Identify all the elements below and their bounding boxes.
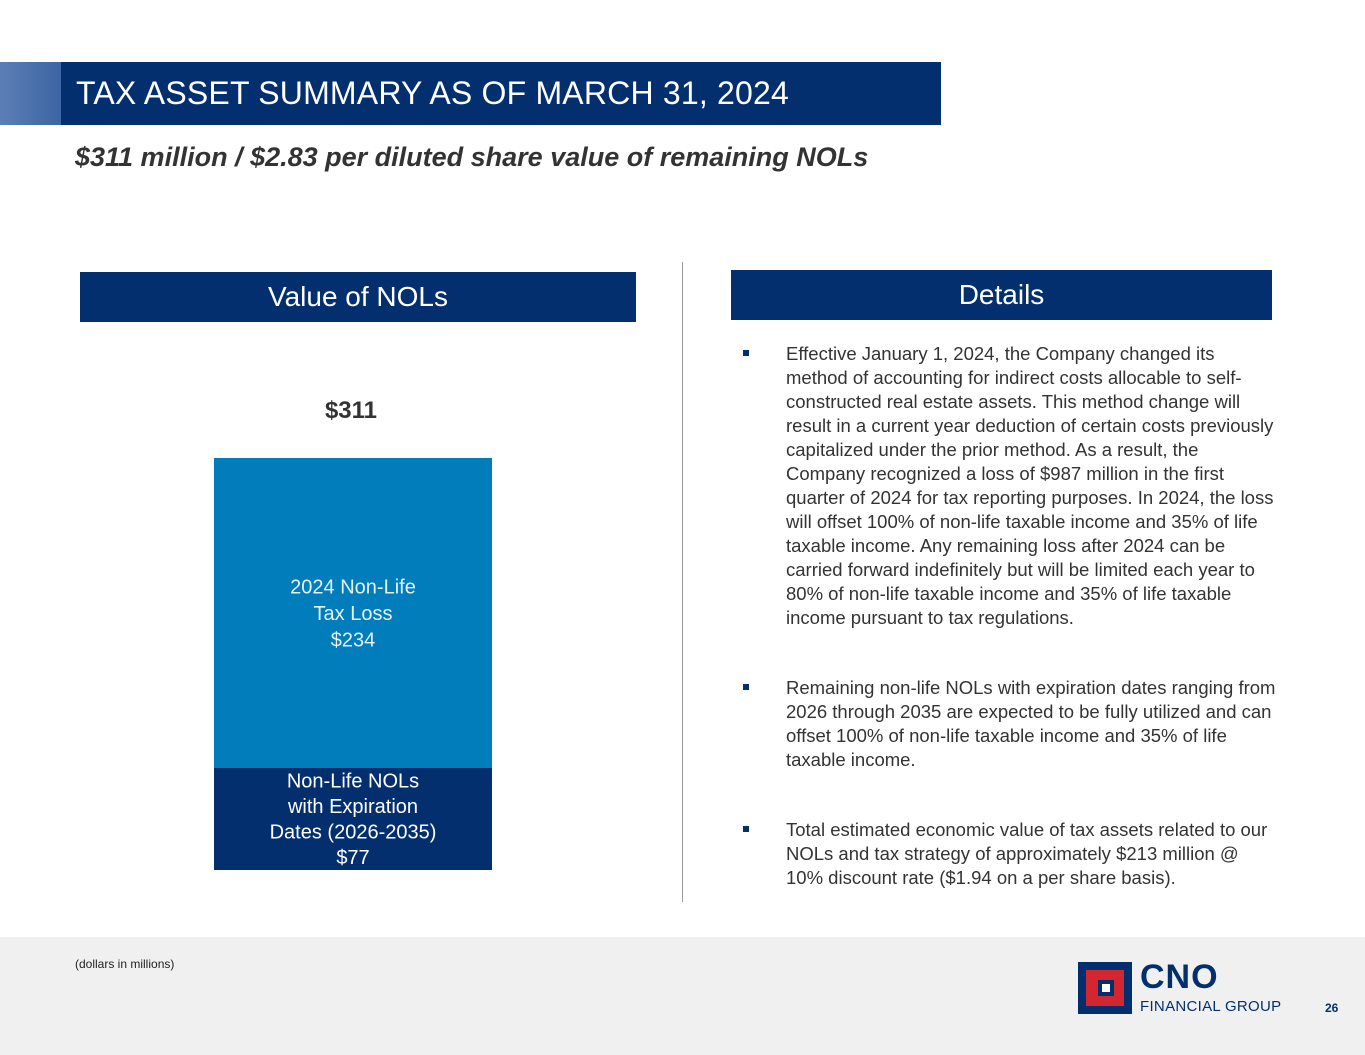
footnote: (dollars in millions) bbox=[75, 957, 175, 971]
details-bullet-text: Remaining non-life NOLs with expiration dates ranging from 2026 through 2035 are expected to be fully utilized and can offset 100% of non-life taxable income and 35% of life taxable income. bbox=[786, 677, 1276, 770]
bullet-icon bbox=[743, 350, 749, 356]
top-strip bbox=[0, 0, 1365, 52]
nol-stacked-bar-chart bbox=[80, 380, 640, 880]
logo-subtext: FINANCIAL GROUP bbox=[1140, 998, 1282, 1015]
details-heading: Details bbox=[731, 270, 1272, 320]
title-accent bbox=[0, 62, 61, 125]
details-bullet-text: Total estimated economic value of tax assets related to our NOLs and tax strategy of approximately $213 million @ 10% discount rate ($1.94 on a per share basis). bbox=[786, 819, 1268, 888]
bullet-icon bbox=[743, 826, 749, 832]
bullet-icon bbox=[743, 684, 749, 690]
bar-data-label: Non-Life NOLs with Expiration Dates (2026-2035) $77 bbox=[269, 770, 437, 870]
cno-logo-mark-icon bbox=[1078, 962, 1132, 1014]
details-bullet bbox=[740, 676, 1280, 772]
details-list bbox=[740, 342, 1280, 890]
bar-data-label: 2024 Non-Life Tax Loss $234 bbox=[290, 576, 416, 652]
logo-wordmark: CNO bbox=[1140, 958, 1219, 996]
details-bullet-text: Effective January 1, 2024, the Company changed its method of accounting for indirect costs allocable to self-constructed real estate assets. This method change will result in a current year deduction of certain costs previously capitalized under the prior method. As a result, the Company recognized a loss of $987 million in the first quarter of 2024 for tax reporting purposes. In 2024, the loss will offset 100% of non-life taxable income and 35% of life taxable income. Any remaining loss after 2024 can be carried forward indefinitely but will be limited each year to 80% of non-life taxable income and 35% of life taxable income pursuant to tax regulations. bbox=[786, 343, 1274, 628]
cno-logo bbox=[1078, 958, 1298, 1018]
value-of-nols-heading: Value of NOLs bbox=[80, 272, 636, 322]
details-bullet bbox=[740, 342, 1280, 630]
page-number: 26 bbox=[1325, 1001, 1339, 1015]
column-divider bbox=[682, 262, 683, 902]
details-bullet bbox=[740, 818, 1280, 890]
total-label: $311 bbox=[324, 397, 378, 424]
page-title: TAX ASSET SUMMARY AS OF MARCH 31, 2024 bbox=[61, 62, 941, 125]
page-subtitle: $311 million / $2.83 per diluted share value of remaining NOLs bbox=[75, 142, 869, 172]
